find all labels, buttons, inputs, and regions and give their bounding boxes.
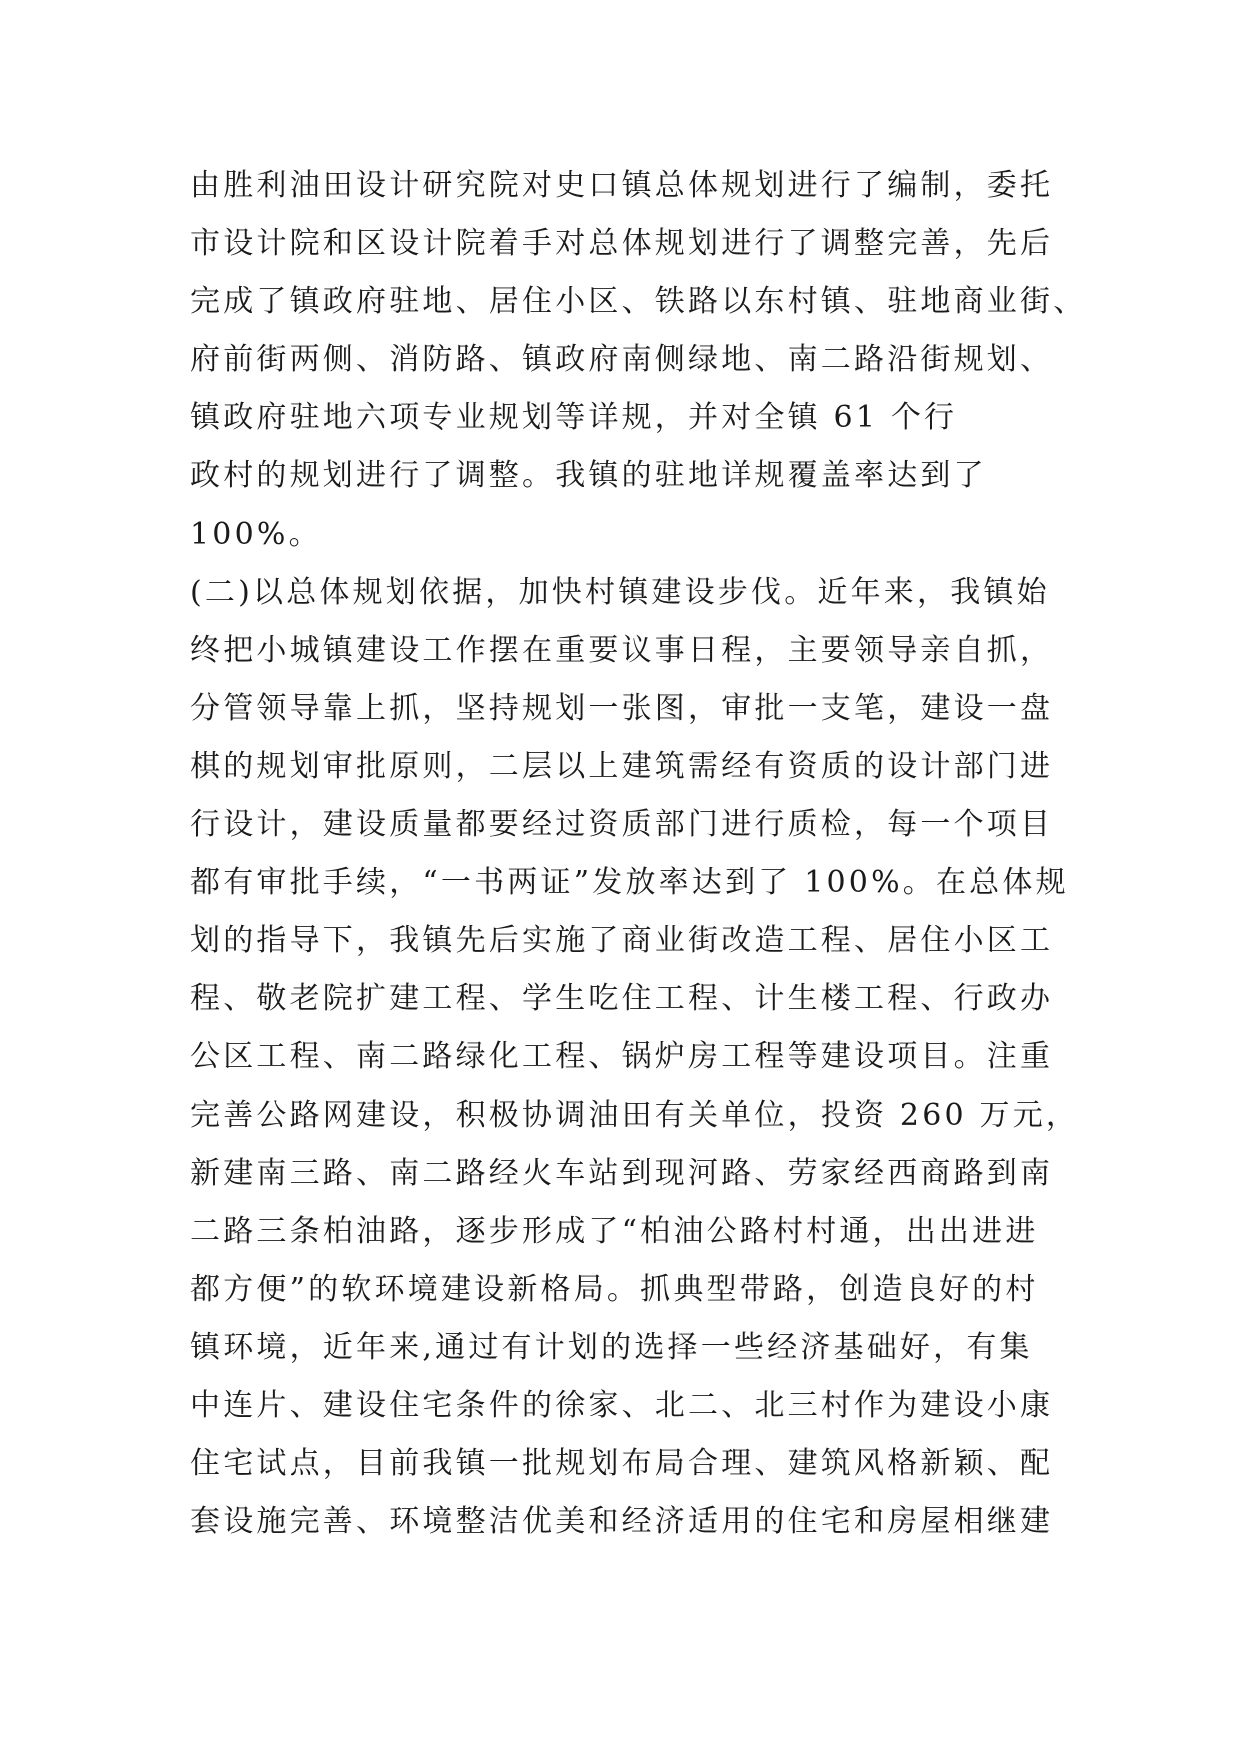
text-line: 都方便”的软环境建设新格局。抓典型带路，创造良好的村 — [190, 1271, 1039, 1307]
text-line: 镇环境，近年来,通过有计划的选择一些经济基础好，有集 — [190, 1329, 1033, 1365]
text-line: 镇政府驻地六项专业规划等详规，并对全镇 61 个行 — [190, 400, 958, 436]
text-line: 分管领导靠上抓，坚持规划一张图，审批一支笔，建设一盘 — [190, 690, 1054, 726]
body-text — [190, 157, 1087, 1551]
text-line: 中连片、建设住宅条件的徐家、北二、北三村作为建设小康 — [190, 1387, 1054, 1423]
text-line: 完善公路网建设，积极协调油田有关单位，投资 260 万元， — [190, 1097, 1080, 1133]
text-line: 终把小城镇建设工作摆在重要议事日程，主要领导亲自抓， — [190, 632, 1054, 668]
text-line: 市设计院和区设计院着手对总体规划进行了调整完善，先后 — [190, 226, 1054, 262]
text-line: 棋的规划审批原则，二层以上建筑需经有资质的设计部门进 — [190, 748, 1054, 784]
text-line: 二路三条柏油路，逐步形成了“柏油公路村村通，出出进进 — [190, 1213, 1039, 1249]
text-line: 政村的规划进行了调整。我镇的驻地详规覆盖率达到了 — [190, 458, 987, 494]
text-line: 完成了镇政府驻地、居住小区、铁路以东村镇、驻地商业街、 — [190, 284, 1087, 320]
text-line: 100%。 — [190, 516, 322, 552]
text-line: 由胜利油田设计研究院对史口镇总体规划进行了编制，委托 — [190, 168, 1054, 203]
text-line: 都有审批手续，“一书两证”发放率达到了 100%。在总体规 — [190, 865, 1069, 901]
text-line: 公区工程、南二路绿化工程、锅炉房工程等建设项目。注重 — [190, 1039, 1054, 1075]
text-line: 新建南三路、南二路经火车站到现河路、劳家经西商路到南 — [190, 1155, 1054, 1191]
text-line: 套设施完善、环境整洁优美和经济适用的住宅和房屋相继建 — [190, 1504, 1054, 1540]
section-heading-line: (二)以总体规划依据，加快村镇建设步伐。近年来，我镇始 — [190, 574, 1050, 610]
text-line: 府前街两侧、消防路、镇政府南侧绿地、南二路沿街规划、 — [190, 342, 1054, 378]
text-line: 划的指导下，我镇先后实施了商业街改造工程、居住小区工 — [190, 923, 1054, 959]
text-line: 行设计，建设质量都要经过资质部门进行质检，每一个项目 — [190, 807, 1054, 843]
text-line: 程、敬老院扩建工程、学生吃住工程、计生楼工程、行政办 — [190, 981, 1054, 1017]
text-line: 住宅试点，目前我镇一批规划布局合理、建筑风格新颖、配 — [190, 1446, 1054, 1482]
